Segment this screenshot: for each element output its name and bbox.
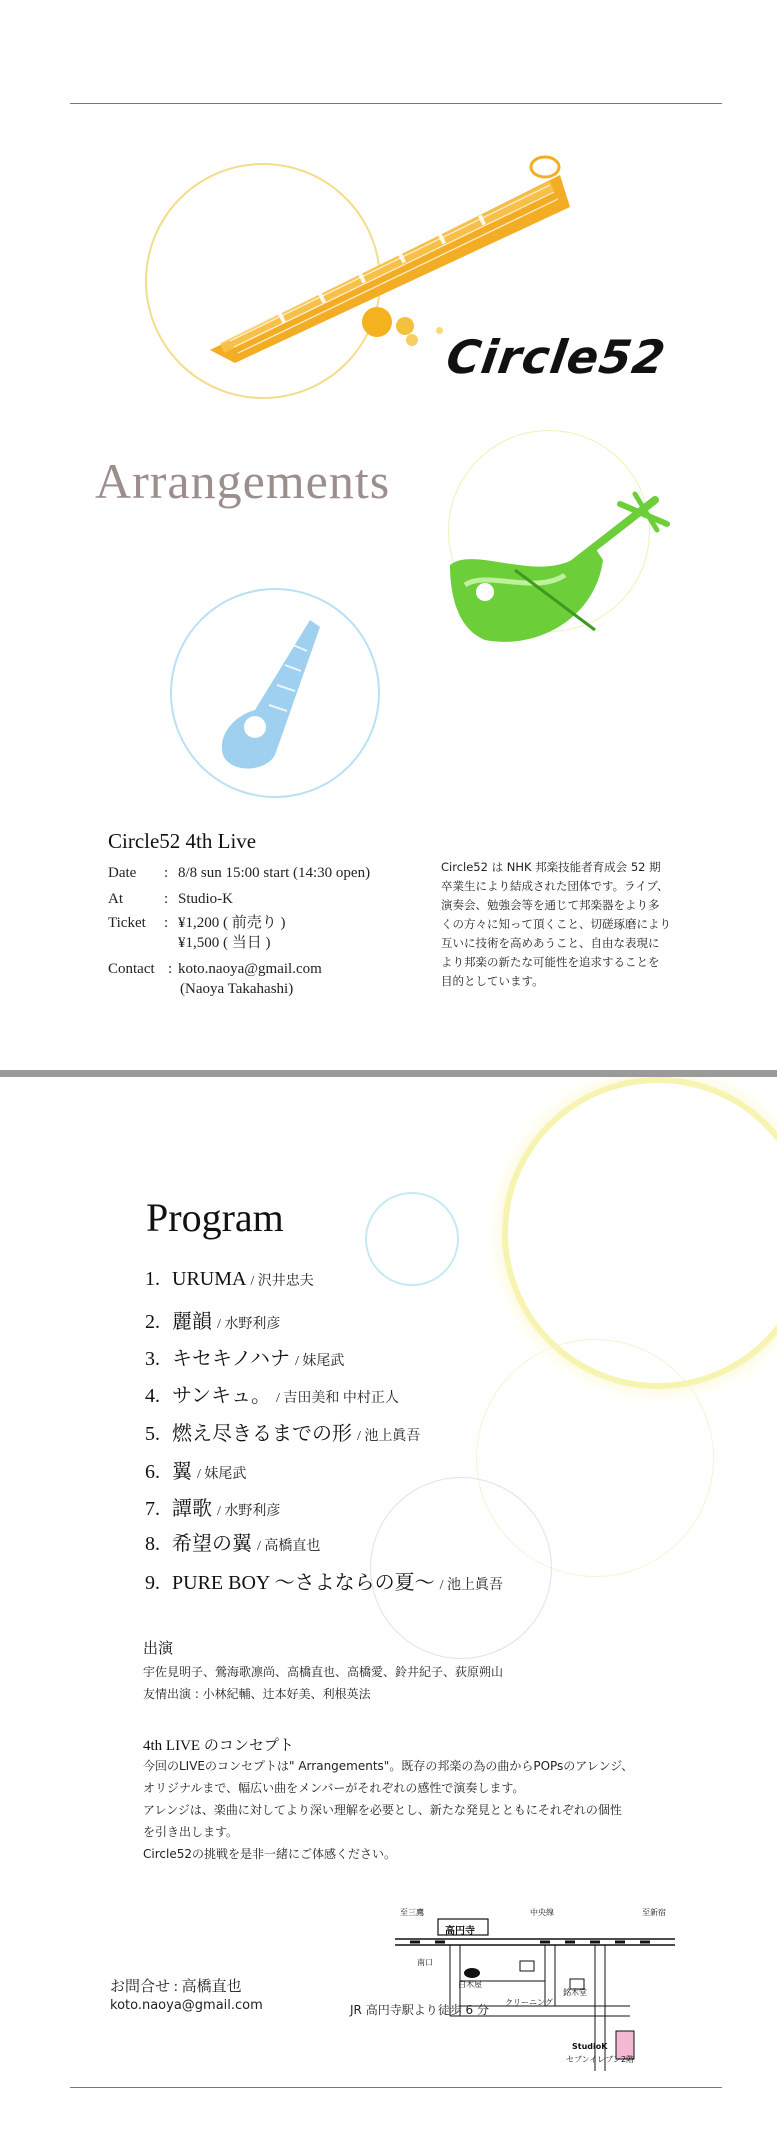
program-item-3: 3. キセキノハナ / 妹尾武 [145,1348,345,1370]
about-text: Circle52 は NHK 邦楽技能者育成会 52 期 卒業生により結成された団体です。ライブ、 演奏会、勉強会等を通じて邦楽器をより多 くの方々に知って頂くこと、切磋琢磨により 互いに技術を高めあうこと、自由な表現に より邦楽の新たな可能性を追求することを 目的としています。 [441,860,671,988]
map-label-meibokudo: 銘木堂 [563,1988,587,1997]
program-item-1: 1. URUMA / 沢井忠夫 [145,1268,314,1290]
deco-circle-blue [365,1192,459,1286]
concept-text: 今回のLIVEのコンセプトは" Arrangements"。既存の邦楽の為の曲からPOPsのアレンジ、 オリジナルまで、幅広い曲をメンバーがそれぞれの感性で演奏します。 アレンジは、楽曲に対してより深い理解を必要とし、新たな発見とともにそれぞれの個性 を引き出します。 Circle52の挑戦を是非一緒にご体感ください。 [143,1759,634,1861]
program-item-4: 4. サンキュ。 / 吉田美和 中村正人 [145,1385,399,1407]
map-label-seven-eleven: セブンイレブン2階 [566,2055,635,2064]
performers-heading: 出演 [143,1641,174,1657]
map-label-shinjuku: 至新宿 [642,1908,666,1917]
venue-label: At [108,891,123,907]
program-item-6: 6. 翼 / 妹尾武 [145,1461,247,1483]
ticket-label: Ticket [108,915,146,931]
map-label-chuo-line: 中央線 [530,1908,554,1917]
program-item-2: 2. 麗韻 / 水野利彦 [145,1311,281,1333]
date-label: Date [108,865,137,881]
live-details: Date : 8/8 sun 15:00 start (14:30 open) At : Studio-K Ticket : ¥1,200 ( 前売り ) ¥1,500 ( 当日 ) Contact : koto.naoya@gmail.com (Naoya Takahashi) [108,862,438,1002]
contact-email[interactable]: koto.naoya@gmail.com [178,961,322,977]
inquiry-label: お問合せ : 高橋直也 [110,1979,242,1995]
map-label-mitaka: 至三鷹 [400,1908,424,1917]
flyer-back [0,1077,777,2138]
map-label-koenji: 高円寺 [445,1926,475,1937]
map-label-shirokiya: 白木屋 [458,1980,482,1989]
deco-circle-yellow [502,1077,777,1389]
map-label-south-exit: 南口 [417,1958,433,1967]
dot-large [362,307,392,337]
access-directions: JR 高円寺駅より徒歩 6 分 [350,2003,489,2017]
guest-performers: 友情出演 : 小林紀輔、辻本好美、利根英法 [143,1687,371,1701]
shakuhachi-illustration [215,615,325,775]
ticket-door: ¥1,500 ( 当日 ) [178,935,271,951]
event-title: Arrangements [95,453,391,509]
map-label-studiok: StudioK [572,2042,608,2051]
inquiry-email[interactable]: koto.naoya@gmail.com [110,1998,263,2013]
program-item-8: 8. 希望の翼 / 高橋直也 [145,1533,321,1555]
contact-person: (Naoya Takahashi) [180,981,294,997]
dot-medium [396,317,414,335]
map-label-cleaning: クリーニング [505,1998,553,2007]
dot-small [406,334,418,346]
venue-value: Studio-K [178,891,234,907]
dot-tiny [436,327,443,334]
ticket-advance: ¥1,200 ( 前売り ) [178,915,286,931]
program-item-9: 9. PURE BOY 〜さよならの夏〜 / 池上眞吾 [145,1572,503,1594]
performers-list: 宇佐見明子、鶯海歌凛尚、高橋直也、高橋愛、鈴井紀子、荻原朔山 [143,1665,504,1679]
access-map [390,1901,680,2091]
contact-label: Contact [108,961,155,977]
shamisen-illustration [445,490,675,660]
bottom-rule [70,2087,722,2088]
concept-heading: 4th LIVE のコンセプト [143,1738,294,1754]
date-value: 8/8 sun 15:00 start (14:30 open) [178,865,371,881]
top-rule [70,103,722,104]
program-item-7: 7. 譚歌 / 水野利彦 [145,1498,281,1520]
program-item-5: 5. 燃え尽きるまでの形 / 池上眞吾 [145,1423,421,1445]
program-heading: Program [146,1195,284,1240]
brand-logo: Circle52 [443,330,670,384]
live-heading: Circle52 4th Live [108,829,257,853]
